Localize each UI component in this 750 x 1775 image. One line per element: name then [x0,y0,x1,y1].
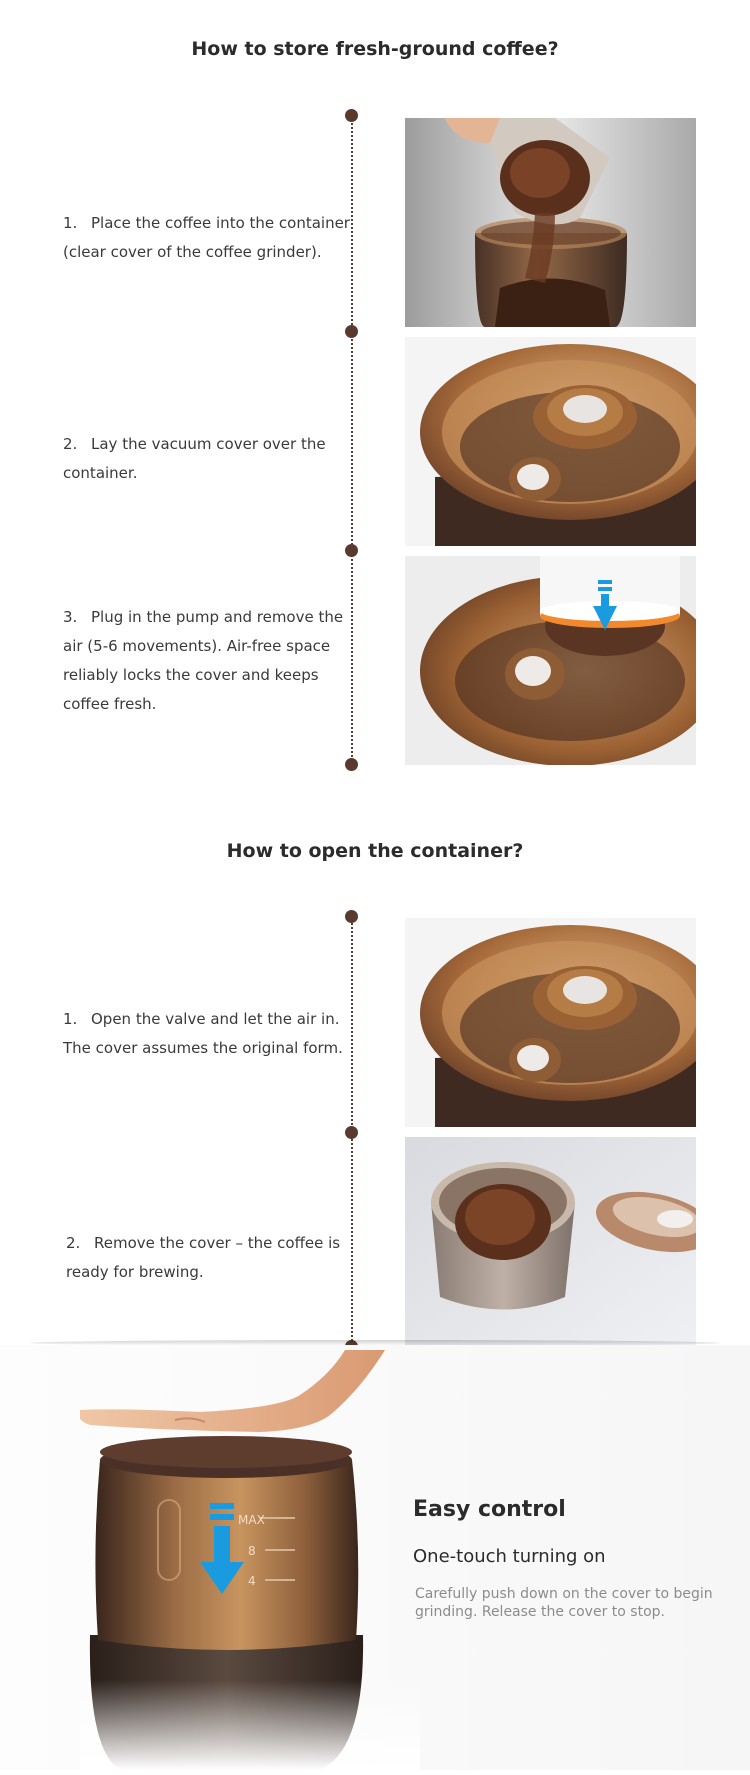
open-step-2 [66,1229,356,1287]
timeline-dot [345,544,358,557]
store-step-2 [63,430,353,488]
easy-control-title: Easy control [413,1497,566,1522]
step-number: 2. [63,435,78,453]
timeline-dot [345,910,358,923]
scale-label-max: MAX [238,1513,265,1527]
step-number: 1. [63,1010,78,1028]
photo-pump [405,556,696,765]
grinder-illustration [80,1350,420,1770]
easy-control-description: Carefully push down on the cover to begin grinding. Release the cover to stop. [415,1586,713,1620]
scale-label-8: 8 [248,1544,256,1558]
step-text: Plug in the pump and remove the air (5-6 movements). Air-free space reliably locks the cover and keeps coffee fresh. [63,608,344,713]
photo-open-container [405,1137,696,1345]
timeline-dot [345,325,358,338]
timeline-dot [345,1126,358,1139]
section-store-title: How to store fresh-ground coffee? [191,38,559,60]
step-text: Open the valve and let the air in. The cover assumes the original form. [63,1010,343,1057]
easy-control-subtitle: One-touch turning on [413,1546,606,1567]
scale-label-4: 4 [248,1574,256,1588]
step-text: Place the coffee into the container (clear cover of the coffee grinder). [63,214,350,261]
store-step-1 [63,209,353,267]
step-number: 3. [63,608,78,626]
open-step-1 [63,1005,353,1063]
timeline-dot [345,758,358,771]
step-number: 2. [66,1234,81,1252]
step-text: Remove the cover – the coffee is ready for brewing. [66,1234,341,1281]
section-open-title: How to open the container? [226,840,524,862]
photo-vacuum-cover [405,337,696,546]
step-text: Lay the vacuum cover over the container. [63,435,326,482]
store-step-3 [63,603,353,719]
step-number: 1. [63,214,78,232]
timeline-dot [345,109,358,122]
photo-valve [405,918,696,1127]
photo-pour-coffee [405,118,696,327]
